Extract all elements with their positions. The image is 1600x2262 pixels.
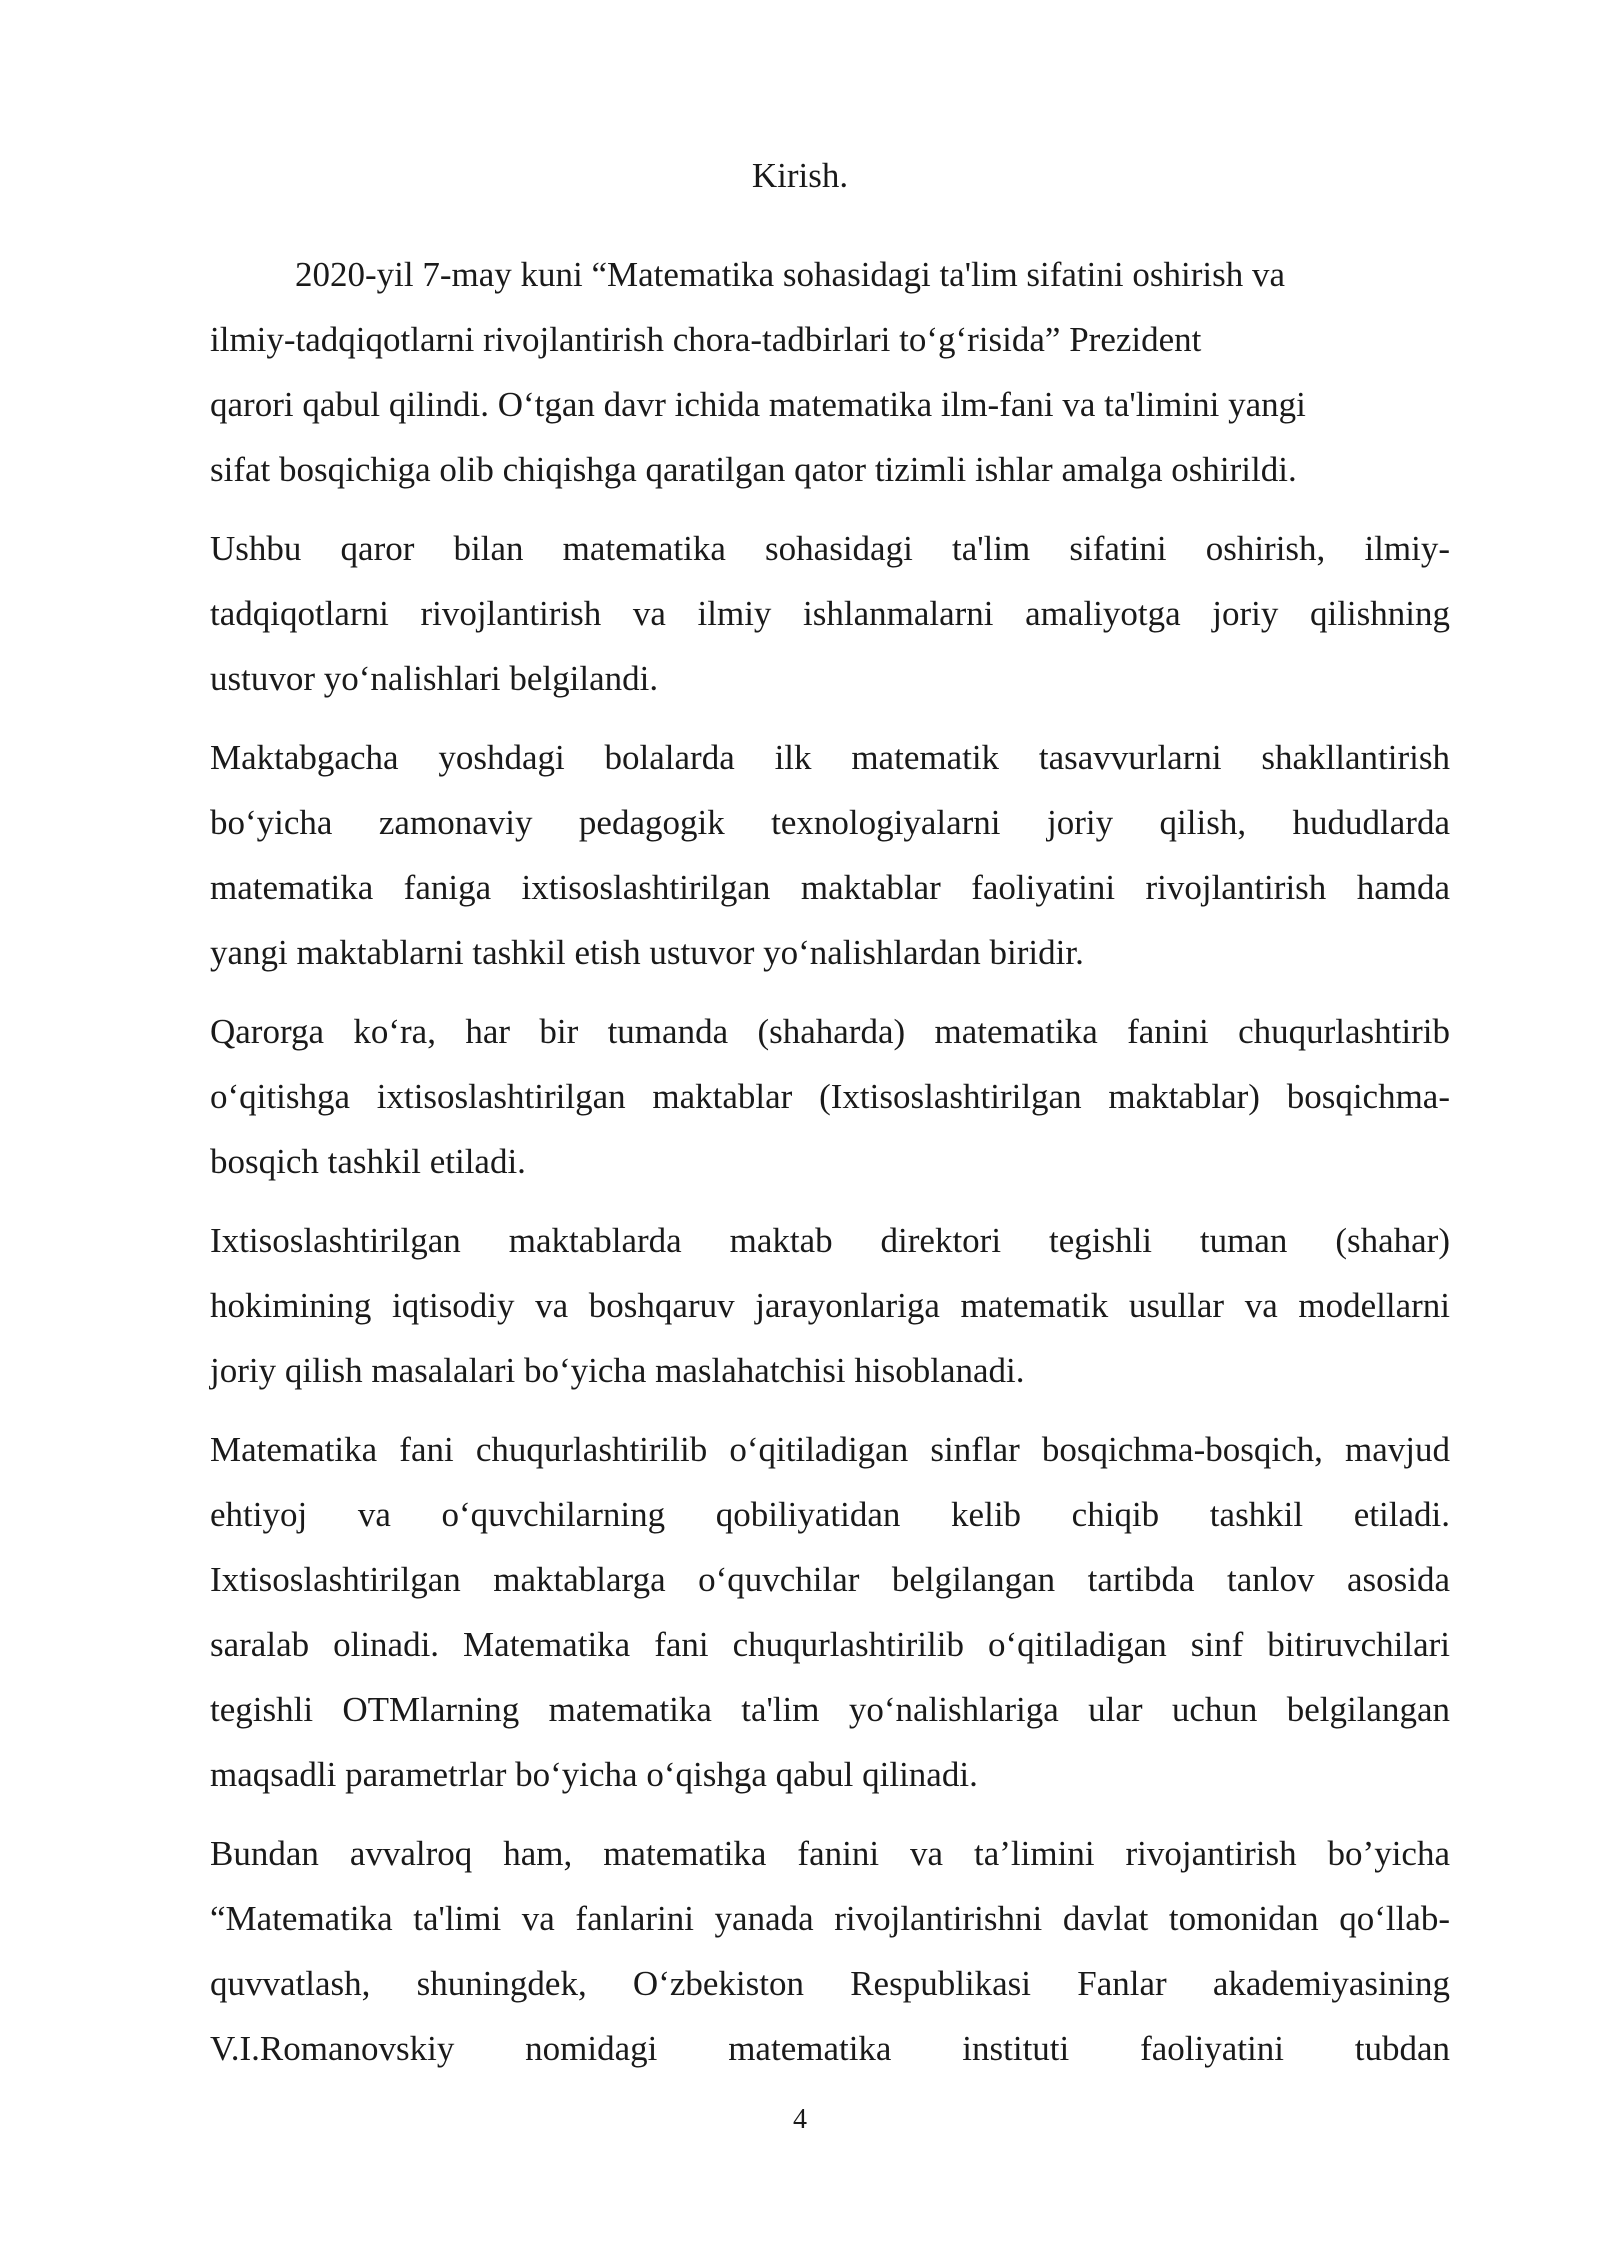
text-line: ilmiy-tadqiqotlarni rivojlantirish chora-tadbirlari to‘g‘risida” Prezident [210,320,1202,359]
text-line: Qarorga ko‘ra, har bir tumanda (shaharda) matematika fanini chuqurlashtirib [210,1012,1450,1051]
text-line: 2020-yil 7-may kuni “Matematika sohasidagi ta'lim sifatini oshirish va [295,255,1286,294]
text-line: Ixtisoslashtirilgan maktablarga o‘quvchilar belgilangan tartibda tanlov asosida [210,1560,1450,1599]
paragraph [210,516,1450,711]
text-line: matematika faniga ixtisoslashtirilgan maktablar faoliyatini rivojlantirish hamda [210,868,1450,907]
text-line: hokimining iqtisodiy va boshqaruv jarayonlariga matematik usullar va modellarni [210,1286,1450,1325]
page-number: 4 [793,2104,807,2135]
text-line: bo‘yicha zamonaviy pedagogik texnologiyalarni joriy qilish, hududlarda [210,803,1450,842]
paragraph [210,725,1450,985]
text-line: maqsadli parametrlar bo‘yicha o‘qishga qabul qilinadi. [210,1755,978,1794]
paragraph [210,999,1450,1194]
text-line: yangi maktablarni tashkil etish ustuvor yo‘nalishlardan biridir. [210,933,1084,972]
text-line: qarori qabul qilindi. O‘tgan davr ichida matematika ilm-fani va ta'limini yangi [210,385,1306,424]
text-line: Matematika fani chuqurlashtirilib o‘qitiladigan sinflar bosqichma-bosqich, mavjud [210,1430,1450,1469]
text-line: saralab olinadi. Matematika fani chuqurlashtirilib o‘qitiladigan sinf bitiruvchilari [210,1625,1450,1664]
text-line: o‘qitishga ixtisoslashtirilgan maktablar (Ixtisoslashtirilgan maktablar) bosqichma- [210,1077,1450,1116]
text-line: joriy qilish masalalari bo‘yicha maslahatchisi hisoblanadi. [210,1351,1025,1390]
text-line: ehtiyoj va o‘quvchilarning qobiliyatidan kelib chiqib tashkil etiladi. [210,1495,1450,1534]
text-line: quvvatlash, shuningdek, O‘zbekiston Respublikasi Fanlar akademiyasining [210,1964,1450,2003]
paragraph [210,242,1450,502]
text-line: tadqiqotlarni rivojlantirish va ilmiy ishlanmalarni amaliyotga joriy qilishning [210,594,1450,633]
text-line: bosqich tashkil etiladi. [210,1142,526,1181]
text-line: ustuvor yo‘nalishlari belgilandi. [210,659,659,698]
document-title: Kirish. [751,156,849,195]
text-line: Ixtisoslashtirilgan maktablarda maktab direktori tegishli tuman (shahar) [210,1221,1450,1260]
text-line: Bundan avvalroq ham, matematika fanini va ta’limini rivojantirish bo’yicha [210,1834,1450,1873]
document-body [210,242,1450,2095]
text-line: Maktabgacha yoshdagi bolalarda ilk matematik tasavvurlarni shakllantirish [210,738,1450,777]
text-line: V.I.Romanovskiy nomidagi matematika instituti faoliyatini tubdan [210,2029,1450,2068]
text-line: Ushbu qaror bilan matematika sohasidagi ta'lim sifatini oshirish, ilmiy- [210,529,1450,568]
text-line: tegishli OTMlarning matematika ta'lim yo‘nalishlariga ular uchun belgilangan [210,1690,1450,1729]
text-line: sifat bosqichiga olib chiqishga qaratilgan qator tizimli ishlar amalga oshirildi. [210,450,1297,489]
text-line: “Matematika ta'limi va fanlarini yanada rivojlantirishni davlat tomonidan qo‘llab- [210,1899,1450,1938]
paragraph [210,1417,1450,1807]
paragraph [210,1208,1450,1403]
paragraph [210,1821,1450,2081]
